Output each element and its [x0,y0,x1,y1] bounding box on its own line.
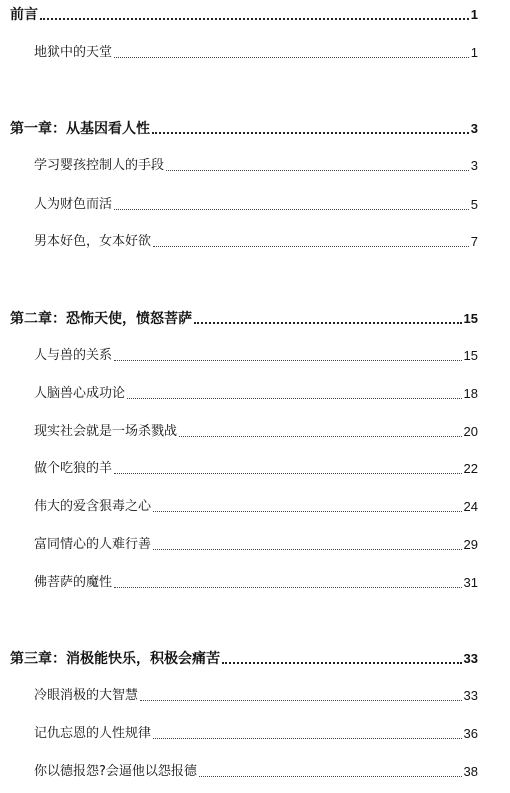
dot-leader [153,549,462,550]
dot-leader [153,246,469,247]
toc-entry-title: 第一章：从基因看人性 [10,121,150,137]
toc-entry-title: 你以德报怨?会逼他以怨报德 [34,764,197,779]
toc-entry-title: 第三章：消极能快乐，积极会痛苦 [10,651,220,667]
dot-leader [153,511,462,512]
toc-page-number: 3 [470,158,478,173]
toc-entry-title: 地狱中的天堂 [34,45,113,60]
toc-page-number: 7 [470,234,478,249]
toc-section-entry[interactable] [34,494,478,516]
toc-entry-title: 人脑兽心成功论 [34,386,126,401]
toc-preface-heading[interactable] [10,2,478,24]
dot-leader [114,360,462,361]
toc-page-number: 29 [463,537,478,552]
toc-page-number: 24 [463,499,478,514]
dot-leader [114,209,469,210]
dot-leader [40,18,469,20]
dot-leader [194,322,462,324]
dot-leader [199,776,462,777]
dot-leader [153,738,462,739]
dot-leader [140,700,462,701]
dot-leader [152,132,469,134]
toc-page-number: 22 [463,461,478,476]
toc-section-entry[interactable] [34,683,478,705]
toc-section-entry[interactable] [34,456,478,478]
toc-page-number: 33 [463,688,478,703]
dot-leader [127,398,462,399]
toc-entry-title: 男本好色，女本好欲 [34,234,152,249]
toc-entry-title: 前言 [10,7,38,23]
dot-leader [179,436,462,437]
dot-leader [114,57,469,58]
toc-section-entry[interactable] [34,343,478,365]
toc-page-number: 36 [463,726,478,741]
toc-entry-title: 做个吃狼的羊 [34,461,113,476]
toc-chapter-heading[interactable] [10,116,478,138]
toc-section-entry[interactable] [34,153,478,175]
toc-page-number: 3 [470,121,478,136]
dot-leader [166,170,469,171]
toc-section-entry[interactable] [34,532,478,554]
toc-page-number: 1 [470,45,478,60]
toc-chapter-heading[interactable] [10,306,478,328]
toc-section-entry[interactable] [34,229,478,251]
toc-entry-title: 人为财色而活 [34,197,113,212]
toc-page-number: 15 [463,348,478,363]
toc-entry-title: 学习婴孩控制人的手段 [34,158,165,173]
toc-section-entry[interactable] [34,40,478,62]
dot-leader [222,662,462,664]
toc-chapter-heading[interactable] [10,646,478,668]
toc-entry-title: 佛菩萨的魔性 [34,575,113,590]
toc-page-number: 33 [463,651,478,666]
toc-page-number: 18 [463,386,478,401]
toc-entry-title: 人与兽的关系 [34,348,113,363]
toc-section-entry[interactable] [34,721,478,743]
toc-page-number: 15 [463,311,478,326]
toc-page-number: 20 [463,424,478,439]
toc-section-entry[interactable] [34,570,478,592]
toc-entry-title: 伟大的爱含狠毒之心 [34,499,152,514]
toc-entry-title: 现实社会就是一场杀戮战 [34,424,178,439]
toc-section-entry[interactable] [34,192,478,214]
toc-section-entry[interactable] [34,419,478,441]
toc-page-number: 38 [463,764,478,779]
toc-entry-title: 冷眼消极的大智慧 [34,688,139,703]
toc-section-entry[interactable] [34,381,478,403]
toc-entry-title: 记仇忘恩的人性规律 [34,726,152,741]
dot-leader [114,473,462,474]
toc-entry-title: 第二章：恐怖天使，愤怒菩萨 [10,311,192,327]
dot-leader [114,587,462,588]
toc-page-number: 5 [470,197,478,212]
toc-section-entry[interactable] [34,759,478,781]
toc-page-number: 31 [463,575,478,590]
toc-page-number: 1 [470,7,478,22]
toc-entry-title: 富同情心的人难行善 [34,537,152,552]
